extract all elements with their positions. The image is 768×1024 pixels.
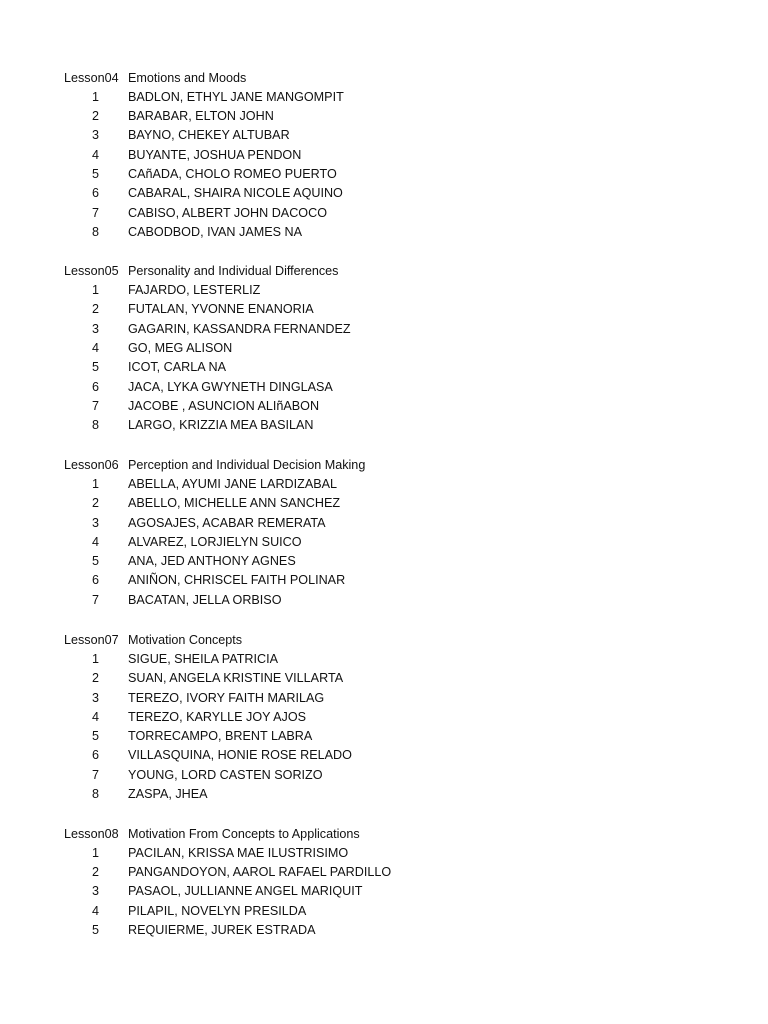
student-name: CABODBOD, IVAN JAMES NA (128, 225, 303, 239)
student-name: PANGANDOYON, AAROL RAFAEL PARDILLO (128, 865, 392, 879)
student-name: ANA, JED ANTHONY AGNES (128, 554, 296, 568)
student-number: 2 (91, 496, 99, 510)
student-name: BADLON, ETHYL JANE MANGOMPIT (128, 90, 344, 104)
student-name: TEREZO, IVORY FAITH MARILAG (128, 691, 325, 705)
lesson-id: Lesson07 (64, 633, 119, 647)
student-number: 4 (91, 341, 99, 355)
student-number: 2 (91, 109, 99, 123)
student-name: PASAOL, JULLIANNE ANGEL MARIQUIT (128, 884, 363, 898)
student-number: 1 (91, 477, 99, 491)
student-number: 3 (91, 322, 99, 336)
student-number: 2 (91, 302, 99, 316)
lesson-id: Lesson04 (64, 71, 119, 85)
student-number: 3 (91, 691, 99, 705)
student-name: VILLASQUINA, HONIE ROSE RELADO (128, 748, 352, 762)
student-name: FAJARDO, LESTERLIZ (128, 283, 261, 297)
student-number: 1 (91, 90, 99, 104)
lesson-id: Lesson06 (64, 458, 119, 472)
student-name: ALVAREZ, LORJIELYN SUICO (128, 535, 302, 549)
student-name: BAYNO, CHEKEY ALTUBAR (128, 128, 290, 142)
student-number: 4 (91, 710, 99, 724)
student-number: 6 (91, 748, 99, 762)
student-name: BACATAN, JELLA ORBISO (128, 593, 282, 607)
student-number: 2 (91, 865, 99, 879)
student-number: 3 (91, 128, 99, 142)
student-name: CABISO, ALBERT JOHN DACOCO (128, 206, 327, 220)
student-number: 5 (91, 923, 99, 937)
student-number: 2 (91, 671, 99, 685)
student-number: 6 (91, 573, 99, 587)
student-number: 7 (91, 768, 99, 782)
student-number: 8 (91, 225, 99, 239)
student-number: 8 (91, 418, 99, 432)
student-number: 4 (91, 904, 99, 918)
student-name: TORRECAMPO, BRENT LABRA (128, 729, 313, 743)
student-number: 4 (91, 535, 99, 549)
lesson-title: Personality and Individual Differences (128, 264, 339, 278)
student-number: 5 (91, 729, 99, 743)
student-number: 7 (91, 206, 99, 220)
lesson-id: Lesson08 (64, 827, 119, 841)
student-number: 6 (91, 186, 99, 200)
student-number: 7 (91, 593, 99, 607)
student-name: TEREZO, KARYLLE JOY AJOS (128, 710, 307, 724)
student-name: YOUNG, LORD CASTEN SORIZO (128, 768, 323, 782)
student-name: LARGO, KRIZZIA MEA BASILAN (128, 418, 314, 432)
student-name: REQUIERME, JUREK ESTRADA (128, 923, 316, 937)
student-number: 7 (91, 399, 99, 413)
student-name: PILAPIL, NOVELYN PRESILDA (128, 904, 307, 918)
student-number: 1 (91, 846, 99, 860)
student-number: 3 (91, 884, 99, 898)
student-number: 5 (91, 554, 99, 568)
student-name: CAñADA, CHOLO ROMEO PUERTO (128, 167, 337, 181)
student-name: SIGUE, SHEILA PATRICIA (128, 652, 278, 666)
student-name: GAGARIN, KASSANDRA FERNANDEZ (128, 322, 351, 336)
student-name: AGOSAJES, ACABAR REMERATA (128, 516, 326, 530)
lesson-title: Emotions and Moods (128, 71, 247, 85)
lesson-title: Motivation Concepts (128, 633, 243, 647)
student-name: JACA, LYKA GWYNETH DINGLASA (128, 380, 333, 394)
student-name: BUYANTE, JOSHUA PENDON (128, 148, 302, 162)
student-name: BARABAR, ELTON JOHN (128, 109, 274, 123)
student-name: ABELLO, MICHELLE ANN SANCHEZ (128, 496, 341, 510)
student-name: GO, MEG ALISON (128, 341, 233, 355)
student-number: 1 (91, 283, 99, 297)
student-name: PACILAN, KRISSA MAE ILUSTRISIMO (128, 846, 349, 860)
lesson-title: Motivation From Concepts to Applications (128, 827, 360, 841)
student-name: SUAN, ANGELA KRISTINE VILLARTA (128, 671, 344, 685)
student-number: 8 (91, 787, 99, 801)
student-name: ZASPA, JHEA (128, 787, 208, 801)
student-number: 6 (91, 380, 99, 394)
lesson-title: Perception and Individual Decision Making (128, 458, 366, 472)
student-name: FUTALAN, YVONNE ENANORIA (128, 302, 314, 316)
lesson-id: Lesson05 (64, 264, 119, 278)
student-name: ANIÑON, CHRISCEL FAITH POLINAR (128, 573, 346, 587)
student-number: 5 (91, 360, 99, 374)
student-number: 3 (91, 516, 99, 530)
student-name: JACOBE , ASUNCION ALIñABON (128, 399, 320, 413)
student-number: 1 (91, 652, 99, 666)
student-number: 5 (91, 167, 99, 181)
student-name: ICOT, CARLA NA (128, 360, 226, 374)
student-name: ABELLA, AYUMI JANE LARDIZABAL (128, 477, 338, 491)
student-name: CABARAL, SHAIRA NICOLE AQUINO (128, 186, 343, 200)
student-number: 4 (91, 148, 99, 162)
